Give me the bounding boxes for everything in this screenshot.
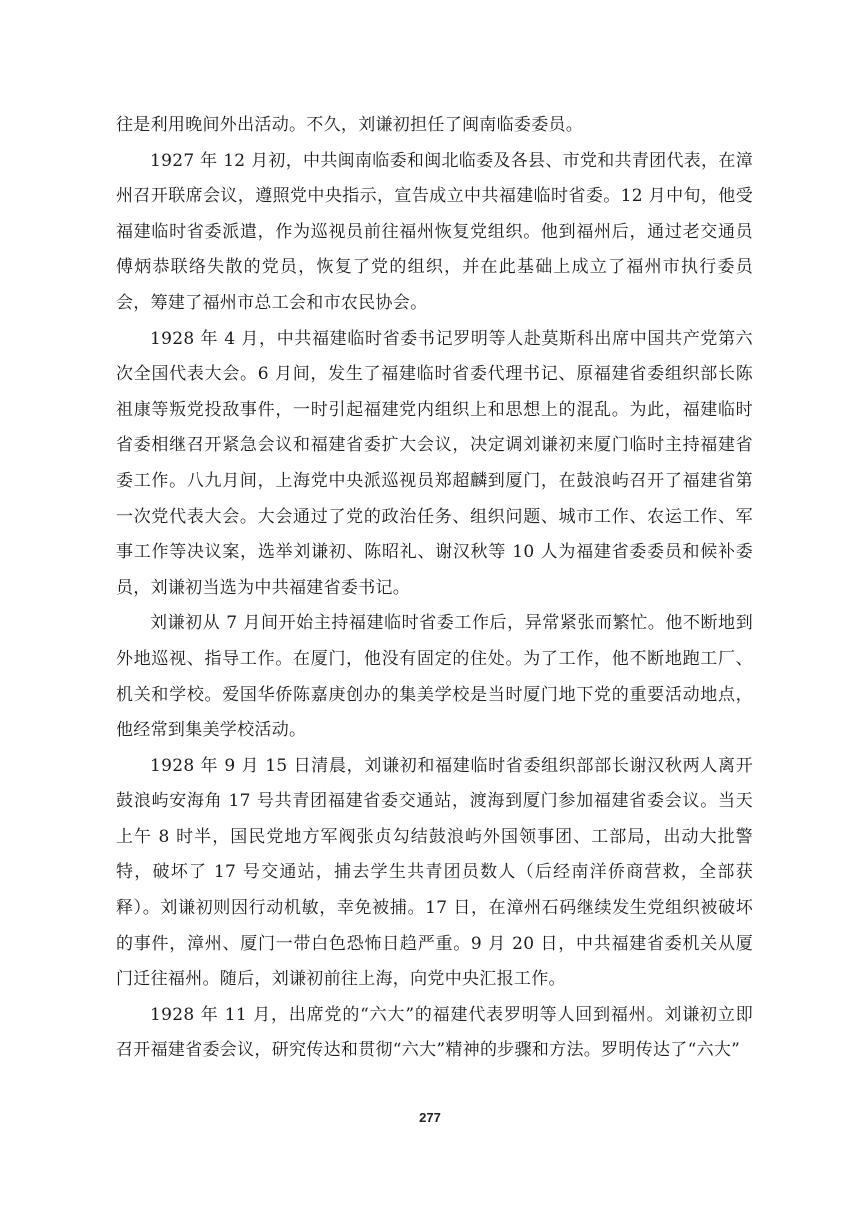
paragraph-continued: 往是利用晚间外出活动。不久，刘谦初担任了闽南临委委员。 [116,115,584,135]
paragraph: 1928 年 11 月，出席党的“六大”的福建代表罗明等人回到福州。刘谦初立即召开福建省委会议，研究传达和贯彻“六大”精神的步骤和方法。罗明传达了“六大” [116,1004,753,1061]
paragraph: 1928 年 9 月 15 日清晨，刘谦初和福建临时省委组织部部长谢汉秋两人离开鼓浪屿安海角 17 号共青团福建省委交通站，渡海到厦门参加福建省委会议。当天上午 8 时半，国民党地方军阀张贞勾结鼓浪屿外国领事团、工部局，出动大批警特，破坏了 17 号交通站，捕去学生共青团员数人（后经南洋侨商营救，全部获释）。刘谦初则因行动机敏，幸免被捕。17 日，在漳州石码继续发生党组织被破坏的事件，漳州、厦门一带白色恐怖日趋严重。9 月 20 日，中共福建省委机关从厦门迁往福州。随后，刘谦初前往上海，向党中央汇报工作。 [116,755,753,990]
page-number: 277 [419,1110,441,1125]
paragraph: 1928 年 4 月，中共福建临时省委书记罗明等人赴莫斯科出席中国共产党第六次全国代表大会。6 月间，发生了福建临时省委代理书记、原福建省委组织部长陈祖康等叛党投敌事件，一时引起福建党内组织上和思想上的混乱。为此，福建临时省委相继召开紧急会议和福建省委扩大会议，决定调刘谦初来厦门临时主持福建省委工作。八九月间，上海党中央派巡视员郑超麟到厦门，在鼓浪屿召开了福建省第一次党代表大会。大会通过了党的政治任务、组织问题、城市工作、农运工作、军事工作等决议案，选举刘谦初、陈昭礼、谢汉秋等 10 人为福建省委委员和候补委员，刘谦初当选为中共福建省委书记。 [116,328,753,598]
paragraph: 刘谦初从 7 月间开始主持福建临时省委工作后，异常紧张而繁忙。他不断地到外地巡视、指导工作。在厦门，他没有固定的住处。为了工作，他不断地跑工厂、机关和学校。爱国华侨陈嘉庚创办的集美学校是当时厦门地下党的重要活动地点，他经常到集美学校活动。 [116,613,753,741]
paragraph: 1927 年 12 月初，中共闽南临委和闽北临委及各县、市党和共青团代表，在漳州召开联席会议，遵照党中央指示，宣告成立中共福建临时省委。12 月中旬，他受福建临时省委派遣，作为巡视员前往福州恢复党组织。他到福州后，通过老交通员傅炳恭联络失散的党员，恢复了党的组织，并在此基础上成立了福州市执行委员会，筹建了福州市总工会和市农民协会。 [116,150,753,313]
page-body [116,108,753,1069]
